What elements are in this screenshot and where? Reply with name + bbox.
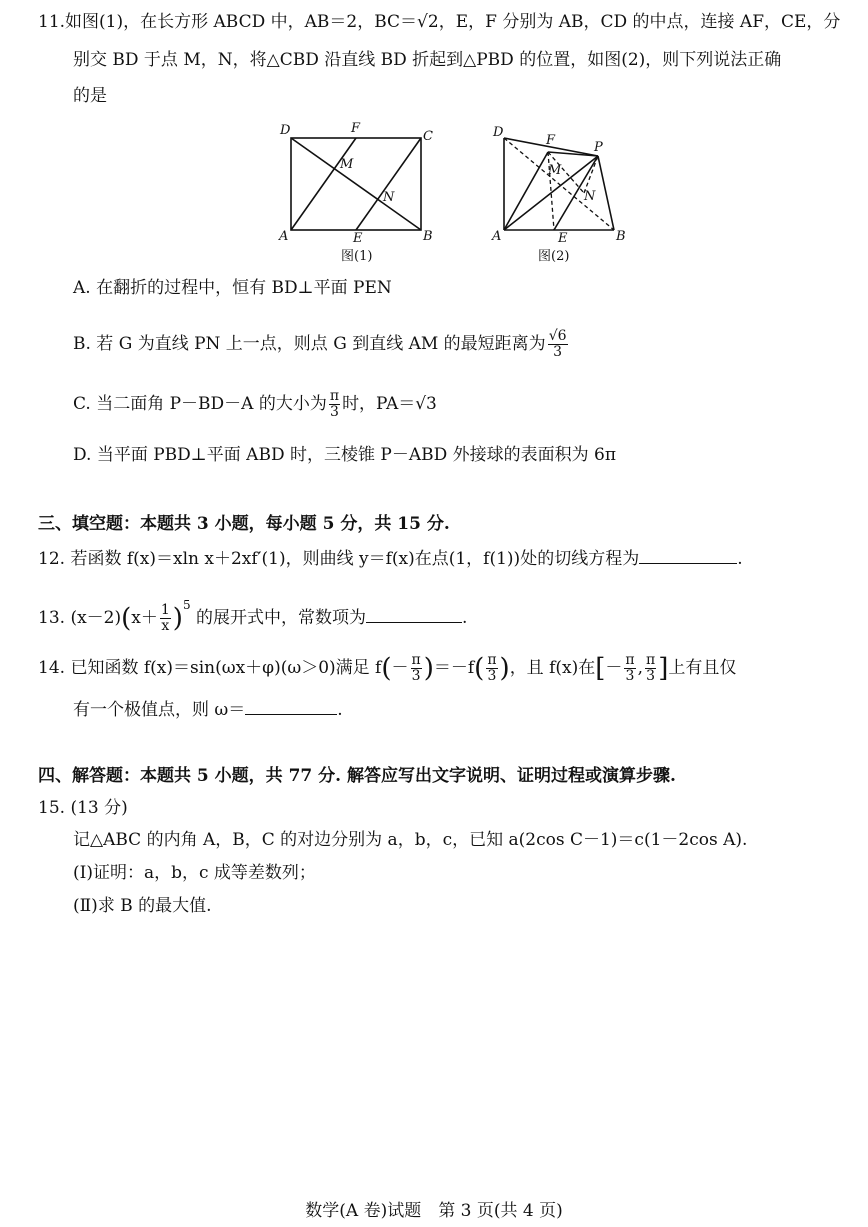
figure-1 — [275, 118, 445, 248]
q15-part2: (Ⅱ)求 B 的最大值. — [73, 896, 212, 916]
q11-line3: 的是 — [73, 86, 107, 106]
fig2-label-E: E — [558, 231, 568, 246]
fig2-label-A: A — [492, 229, 502, 244]
figure-2 — [488, 118, 638, 248]
q11-option-a: A. 在翻折的过程中，恒有 BD⊥平面 PEN — [73, 278, 392, 298]
q12-answer-blank[interactable] — [639, 547, 737, 564]
fig2-caption: 图(2) — [538, 249, 570, 264]
fig1-label-A: A — [279, 229, 289, 244]
q15-part1: (Ⅰ)证明：a，b，c 成等差数列； — [73, 863, 316, 883]
q13: 13. (x－2)(x＋ $\frac{1}{x}$ )$^5$ 的展开式中，常数项为 . — [38, 598, 468, 634]
q11-line2: 别交 BD 于点 M，N，将△CBD 沿直线 BD 折起到△PBD 的位置，如图(2)，则下列说法正确 — [73, 50, 782, 70]
q15-line1: 记△ABC 的内角 A，B，C 的对边分别为 a，b，c，已知 a(2cos C－1)＝c(1－2cos A). — [73, 830, 748, 850]
fig1-caption: 图(1) — [341, 249, 373, 264]
section-3-heading: 三、填空题：本题共 3 小题，每小题 5 分，共 15 分. — [38, 514, 450, 534]
fig2-label-P: P — [594, 140, 603, 155]
q14-answer-blank[interactable] — [245, 698, 337, 715]
q14-line2: 有一个极值点，则 ω＝ . — [73, 700, 343, 720]
q11-line1: 11.如图(1)，在长方形 ABCD 中，AB＝2，BC＝√2，E，F 分别为 AB，CD 的中点，连接 AF，CE，分 — [38, 12, 841, 32]
fig2-label-M: M — [548, 163, 562, 178]
fig1-label-N: N — [383, 190, 395, 205]
fig1-label-C: C — [423, 129, 433, 144]
fig2-label-N: N — [584, 189, 596, 204]
fig2-label-F: F — [546, 133, 556, 148]
fig1-label-D: D — [280, 123, 291, 138]
fig1-label-F: F — [351, 121, 361, 136]
q13-answer-blank[interactable] — [366, 606, 462, 623]
page-footer: 数学(A 卷)试题 第 3 页(共 4 页) — [305, 1201, 563, 1221]
fig1-label-E: E — [353, 231, 363, 246]
fig2-label-D: D — [493, 125, 504, 140]
q14-line1: 14. 已知函数 f(x)＝sin(ωx＋φ)(ω＞0)满足 f(－ $\frac{\pi}{3}$ )＝－f( $\frac{\pi}{3}$ )，且 f(x)在[－ $\frac{\pi}{3}$ , $\frac{\pi}{3}$ ]上有且仅 — [38, 652, 737, 684]
q11-option-c: C. 当二面角 P－BD－A 的大小为 $\frac{\pi}{3}$ 时，PA＝√3 — [73, 388, 437, 420]
q12: 12. 若函数 f(x)＝xln x＋2xf′(1)，则曲线 y＝f(x)在点(1，f(1))处的切线方程为 . — [38, 549, 743, 569]
fig1-label-B: B — [423, 229, 433, 244]
q11-option-b: B. 若 G 为直线 PN 上一点，则点 G 到直线 AM 的最短距离为 $\frac{√6}{3}$ — [73, 328, 567, 360]
q13-fraction: $\frac{1}{x}$ — [160, 602, 170, 634]
fig2-label-B: B — [616, 229, 626, 244]
q11-option-d: D. 当平面 PBD⊥平面 ABD 时，三棱锥 P－ABD 外接球的表面积为 6π — [73, 445, 617, 465]
fig1-label-M: M — [340, 157, 354, 172]
q15-header: 15. (13 分) — [38, 798, 128, 818]
q11-option-c-fraction: $\frac{\pi}{3}$ — [329, 388, 340, 420]
section-4-heading: 四、解答题：本题共 5 小题，共 77 分. 解答应写出文字说明、证明过程或演算步骤. — [38, 766, 676, 786]
q11-option-b-fraction: $\frac{√6}{3}$ — [548, 328, 567, 360]
